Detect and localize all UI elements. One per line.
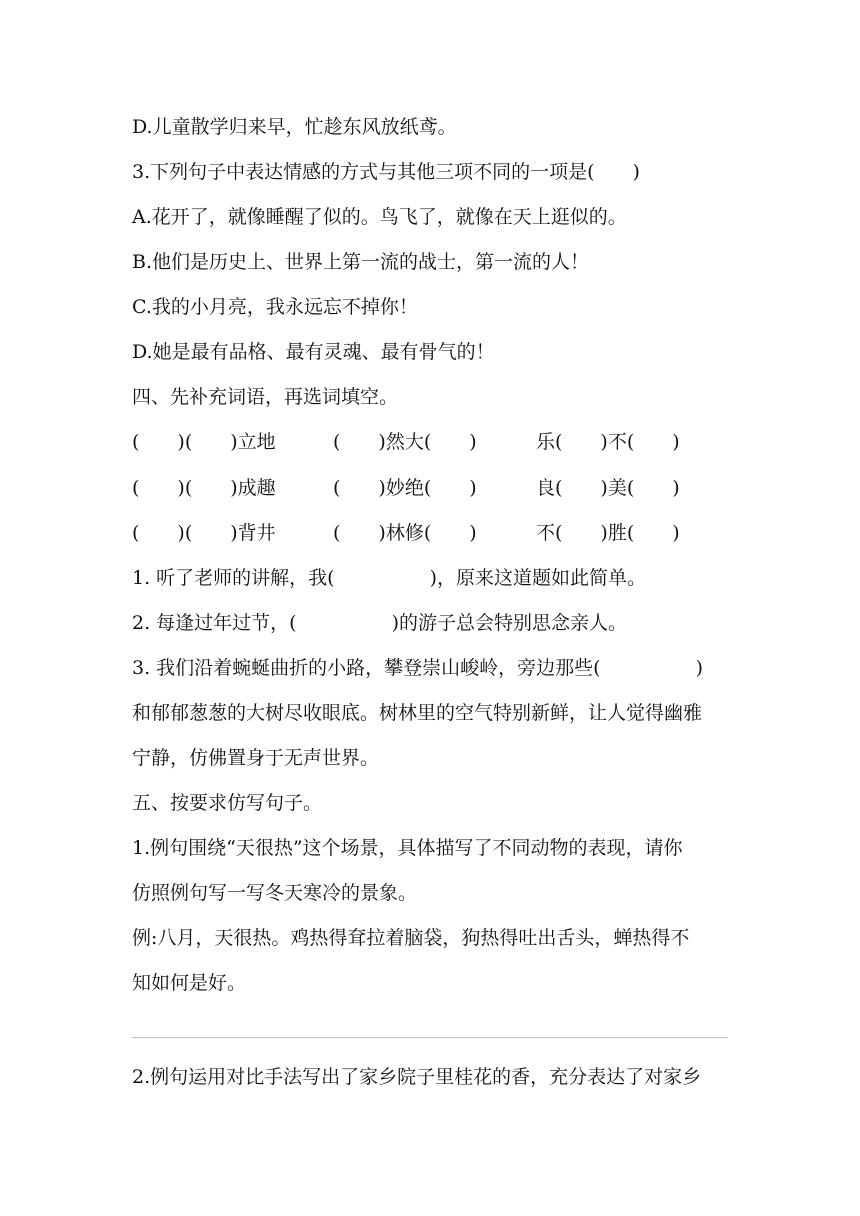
question-1-line-2: 仿照例句写一写冬天寒冷的景象。 xyxy=(132,882,418,904)
question-1-line-1: 1.例句围绕“天很热”这个场景，具体描写了不同动物的表现，请你 xyxy=(132,837,683,859)
example-line-2: 知如何是好。 xyxy=(132,972,247,994)
fill-blank-3-cont: 和郁郁葱葱的大树尽收眼底。树林里的空气特别新鲜，让人觉得幽雅 xyxy=(132,702,703,724)
option-a: A.花开了，就像睡醒了似的。鸟飞了，就像在天上逛似的。 xyxy=(132,206,627,228)
word-grid-row xyxy=(132,429,732,455)
section-5-heading: 五、按要求仿写句子。 xyxy=(132,792,323,814)
section-4-heading: 四、先补充词语，再选词填空。 xyxy=(132,386,399,408)
question-2-line-1: 2.例句运用对比手法写出了家乡院子里桂花的香，充分表达了对家乡 xyxy=(132,1066,702,1088)
question-3: 3.下列句子中表达情感的方式与其他三项不同的一项是( ) xyxy=(132,161,640,183)
option-d: D.她是最有品格、最有灵魂、最有骨气的！ xyxy=(132,341,495,363)
example-line-1: 例:八月，天很热。鸡热得耷拉着脑袋，狗热得吐出舌头，蝉热得不 xyxy=(132,927,690,949)
word-cell: ( )( )立地 xyxy=(132,431,276,453)
fill-blank-3: 3. 我们沿着蜿蜒曲折的小路，攀登崇山峻岭，旁边那些( ) xyxy=(132,657,703,679)
fill-blank-1: 1. 听了老师的讲解，我( )，原来这道题如此简单。 xyxy=(132,567,646,589)
word-cell: ( )林修( ) xyxy=(333,522,477,544)
word-cell: ( )( )背井 xyxy=(132,522,276,544)
fill-blank-3-end: 宁静，仿佛置身于无声世界。 xyxy=(132,747,380,769)
option-d-line: D.儿童散学归来早，忙趁东风放纸鸢。 xyxy=(132,116,457,138)
word-cell: 不( )胜( ) xyxy=(536,522,680,544)
word-cell: ( )妙绝( ) xyxy=(333,477,477,499)
word-cell: ( )然大( ) xyxy=(333,431,477,453)
word-cell: ( )( )成趣 xyxy=(132,477,276,499)
word-grid-row xyxy=(132,520,732,546)
word-cell: 良( )美( ) xyxy=(536,477,680,499)
word-grid-row xyxy=(132,475,732,501)
option-c: C.我的小月亮，我永远忘不掉你！ xyxy=(132,296,418,318)
option-b: B.他们是历史上、世界上第一流的战士，第一流的人！ xyxy=(132,251,590,273)
fill-blank-2: 2. 每逢过年过节，( )的游子总会特别思念亲人。 xyxy=(132,612,627,634)
word-cell: 乐( )不( ) xyxy=(536,431,680,453)
answer-line xyxy=(132,1037,728,1038)
